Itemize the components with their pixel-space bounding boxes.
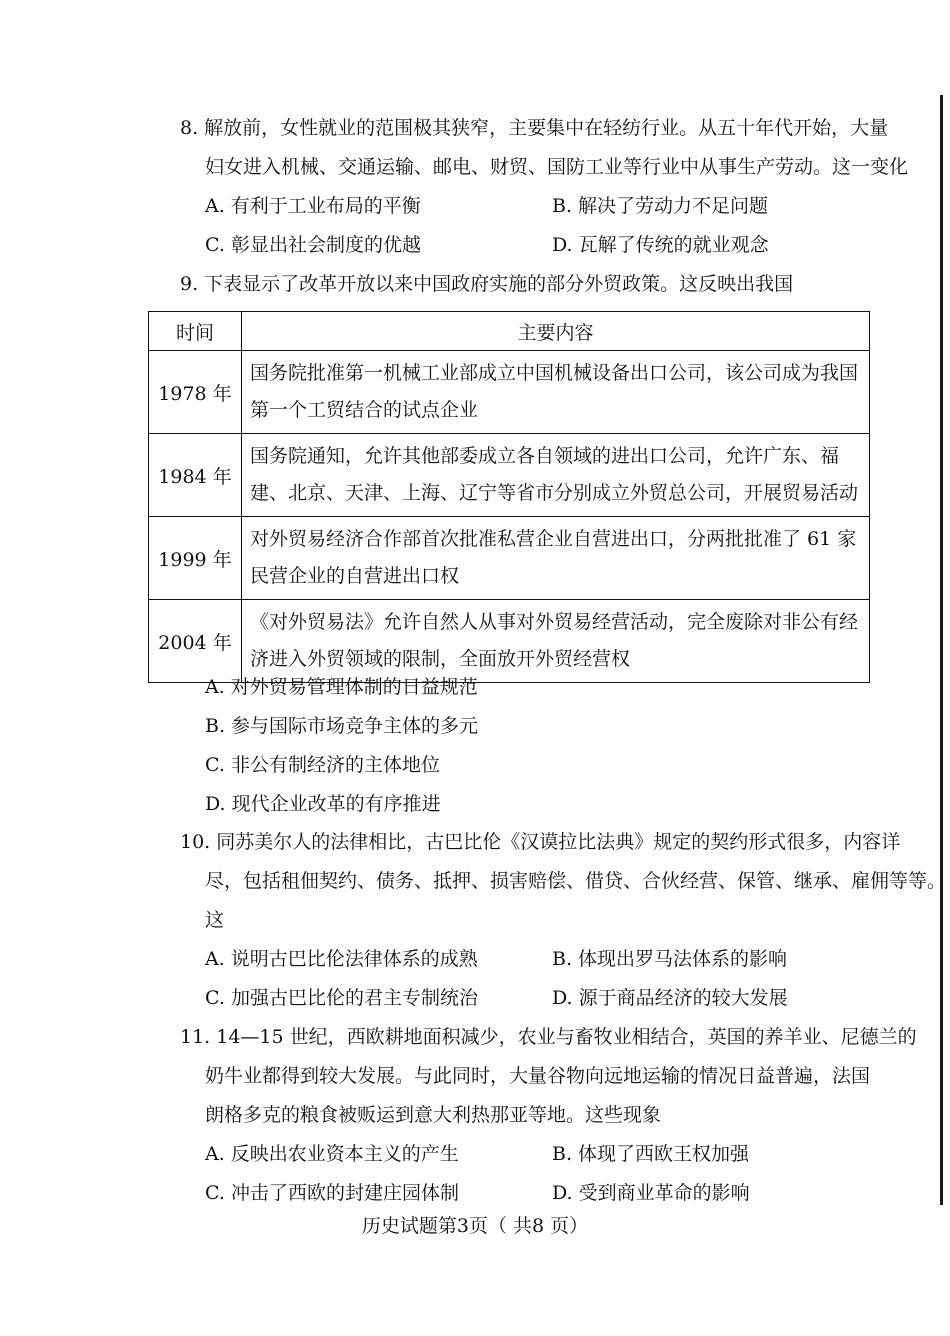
trade-policy-table — [148, 311, 870, 683]
row-year: 1978 年 — [149, 351, 242, 434]
q11-option-c: C. 冲击了西欧的封建庄园体制 — [205, 1182, 459, 1204]
q11-option-d: D. 受到商业革命的影响 — [552, 1182, 750, 1204]
q10-option-d: D. 源于商品经济的较大发展 — [552, 987, 788, 1009]
row-year: 1984 年 — [149, 434, 242, 517]
q8-option-a: A. 有利于工业布局的平衡 — [205, 195, 421, 217]
table-row — [149, 600, 870, 683]
q10-stem-line-3: 这 — [205, 909, 225, 931]
row-year: 2004 年 — [149, 600, 242, 683]
q9-option-a: A. 对外贸易管理体制的日益规范 — [205, 676, 478, 698]
q10-option-b: B. 体现出罗马法体系的影响 — [552, 948, 788, 970]
row-content: 国务院批准第一机械工业部成立中国机械设备出口公司，该公司成为我国第一个工贸结合的试点企业 — [242, 351, 870, 434]
q10-option-c: C. 加强古巴比伦的君主专制统治 — [205, 987, 478, 1009]
q11-option-b: B. 体现了西欧王权加强 — [552, 1143, 750, 1165]
q10-stem-line-2: 尽，包括租佃契约、债务、抵押、损害赔偿、借贷、合伙经营、保管、继承、雇佣等等。 — [205, 870, 947, 892]
q9-option-c: C. 非公有制经济的主体地位 — [205, 754, 440, 776]
header-time: 时间 — [149, 312, 242, 351]
binding-margin-line — [940, 95, 943, 1205]
q11-stem-line-1: 11. 14—15 世纪，西欧耕地面积减少，农业与畜牧业相结合，英国的养羊业、尼德兰的 — [180, 1026, 917, 1048]
q8-option-c: C. 彰显出社会制度的优越 — [205, 234, 421, 256]
q8-stem-line-2: 妇女进入机械、交通运输、邮电、财贸、国防工业等行业中从事生产劳动。这一变化 — [205, 156, 909, 178]
table-header-row — [149, 312, 870, 351]
q9-option-b: B. 参与国际市场竞争主体的多元 — [205, 715, 479, 737]
q8-option-b: B. 解决了劳动力不足问题 — [552, 195, 769, 217]
q9-stem: 9. 下表显示了改革开放以来中国政府实施的部分外贸政策。这反映出我国 — [180, 273, 794, 295]
q11-stem-line-2: 奶牛业都得到较大发展。与此同时，大量谷物向远地运输的情况日益普遍，法国 — [205, 1065, 871, 1087]
row-content: 国务院通知，允许其他部委成立各自领域的进出口公司，允许广东、福建、北京、天津、上海、辽宁等省市分别成立外贸总公司，开展贸易活动 — [242, 434, 870, 517]
header-content: 主要内容 — [242, 312, 870, 351]
q11-option-a: A. 反映出农业资本主义的产生 — [205, 1143, 459, 1165]
q9-option-d: D. 现代企业改革的有序推进 — [205, 793, 441, 815]
q10-stem-line-1: 10. 同苏美尔人的法律相比，古巴比伦《汉谟拉比法典》规定的契约形式很多，内容详 — [180, 831, 901, 853]
q11-stem-line-3: 朗格多克的粮食被贩运到意大利热那亚等地。这些现象 — [205, 1104, 662, 1126]
table-row — [149, 351, 870, 434]
table-row — [149, 517, 870, 600]
row-content: 对外贸易经济合作部首次批准私营企业自营进出口，分两批批准了 61 家民营企业的自营进出口权 — [242, 517, 870, 600]
row-content: 《对外贸易法》允许自然人从事对外贸易经营活动，完全废除对非公有经济进入外贸领域的限制，全面放开外贸经营权 — [242, 600, 870, 683]
q8-stem-line-1: 8. 解放前，女性就业的范围极其狭窄，主要集中在轻纺行业。从五十年代开始，大量 — [180, 117, 889, 139]
q8-option-d: D. 瓦解了传统的就业观念 — [552, 234, 769, 256]
page-footer: 历史试题第3页（ 共8 页） — [361, 1215, 589, 1237]
table-row — [149, 434, 870, 517]
q10-option-a: A. 说明古巴比伦法律体系的成熟 — [205, 948, 478, 970]
row-year: 1999 年 — [149, 517, 242, 600]
